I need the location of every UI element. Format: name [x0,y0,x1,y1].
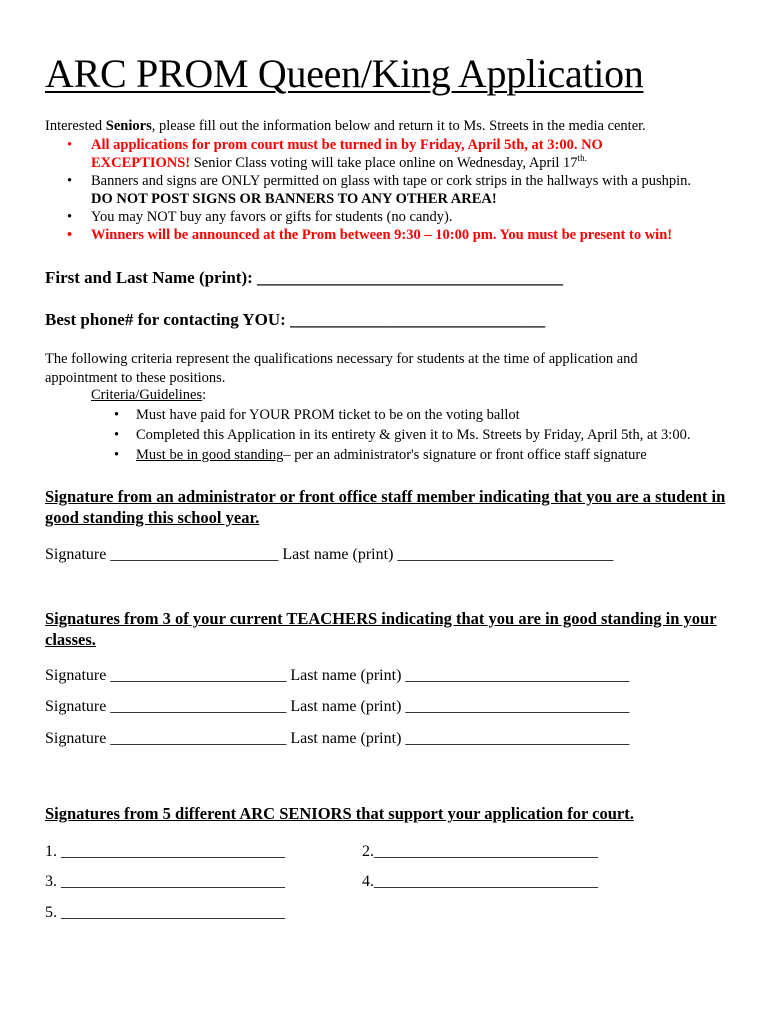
name-field[interactable]: First and Last Name (print): ____________________________________ [45,268,564,287]
deadline-red-line2: EXCEPTIONS! [91,155,191,171]
seniors-section-heading: Signatures from 5 different ARC SENIORS that support your application for court. [45,804,634,823]
teachers-section-heading: Signatures from 3 of your current TEACHERS indicating that you are in good standing in your classes. [45,609,717,649]
voting-text: Senior Class voting will take place online on Wednesday, April 17 [190,155,578,171]
teacher-signature-line[interactable]: Signature ______________________ Last name (print) ____________________________ [45,667,630,684]
senior-signature-1[interactable]: 1. ____________________________ [45,843,285,860]
senior-signature-4[interactable]: 4.____________________________ [362,873,598,890]
banners-line2: DO NOT POST SIGNS OR BANNERS TO ANY OTHER AREA! [91,191,497,207]
senior-signature-5[interactable]: 5. ____________________________ [45,904,285,921]
rules-list [91,136,741,244]
rule-favors: • You may NOT buy any favors or gifts for students (no candy). [91,208,741,226]
criteria-item-application: • Completed this Application in its entirety & given it to Ms. Streets by Friday, April 5th, at 3:00. [136,425,690,445]
criteria-item-ticket: • Must have paid for YOUR PROM ticket to be on the voting ballot [136,405,690,425]
criteria-heading-text: Criteria/Guidelines [91,387,203,403]
intro-seniors: Seniors [105,118,152,134]
criteria-paragraph: The following criteria represent the qualifications necessary for students at the time of application and appointment to these positions. [45,351,638,386]
criteria-item-standing [136,445,690,465]
intro-text [45,118,646,135]
banners-line1: Banners and signs are ONLY permitted on glass with tape or cork strips in the hallways with a pushpin. [91,173,692,189]
page-title: ARC PROM Queen/King Application [45,51,644,96]
phone-field[interactable]: Best phone# for contacting YOU: ______________________________ [45,310,546,329]
good-standing-text: Must be in good standing [136,447,284,463]
admin-signature-line[interactable]: Signature _____________________ Last name (print) ___________________________ [45,546,614,563]
criteria-heading-colon: : [202,387,207,403]
teacher-signature-line[interactable]: Signature ______________________ Last name (print) ____________________________ [45,730,630,747]
voting-sup: th. [577,153,587,164]
standing-rest: – per an administrator's signature or front office staff signature [283,447,647,463]
rule-deadline [91,136,741,172]
senior-signature-2[interactable]: 2.____________________________ [362,843,598,860]
rule-winners: • Winners will be announced at the Prom between 9:30 – 10:00 pm. You must be present to win! [91,226,741,244]
teacher-signature-line[interactable]: Signature ______________________ Last name (print) ____________________________ [45,698,630,715]
rule-banners [91,172,741,208]
admin-section-heading: Signature from an administrator or front office staff member indicating that you are a student in good standing this school year. [45,487,726,527]
senior-signature-3[interactable]: 3. ____________________________ [45,873,285,890]
criteria-list [136,405,690,465]
intro-suffix: , please fill out the information below and return it to Ms. Streets in the media center. [151,118,646,134]
deadline-red-line1: All applications for prom court must be turned in by Friday, April 5th, at 3:00. NO [91,137,603,153]
intro-prefix: Interested [45,118,106,134]
criteria-heading [91,387,206,404]
